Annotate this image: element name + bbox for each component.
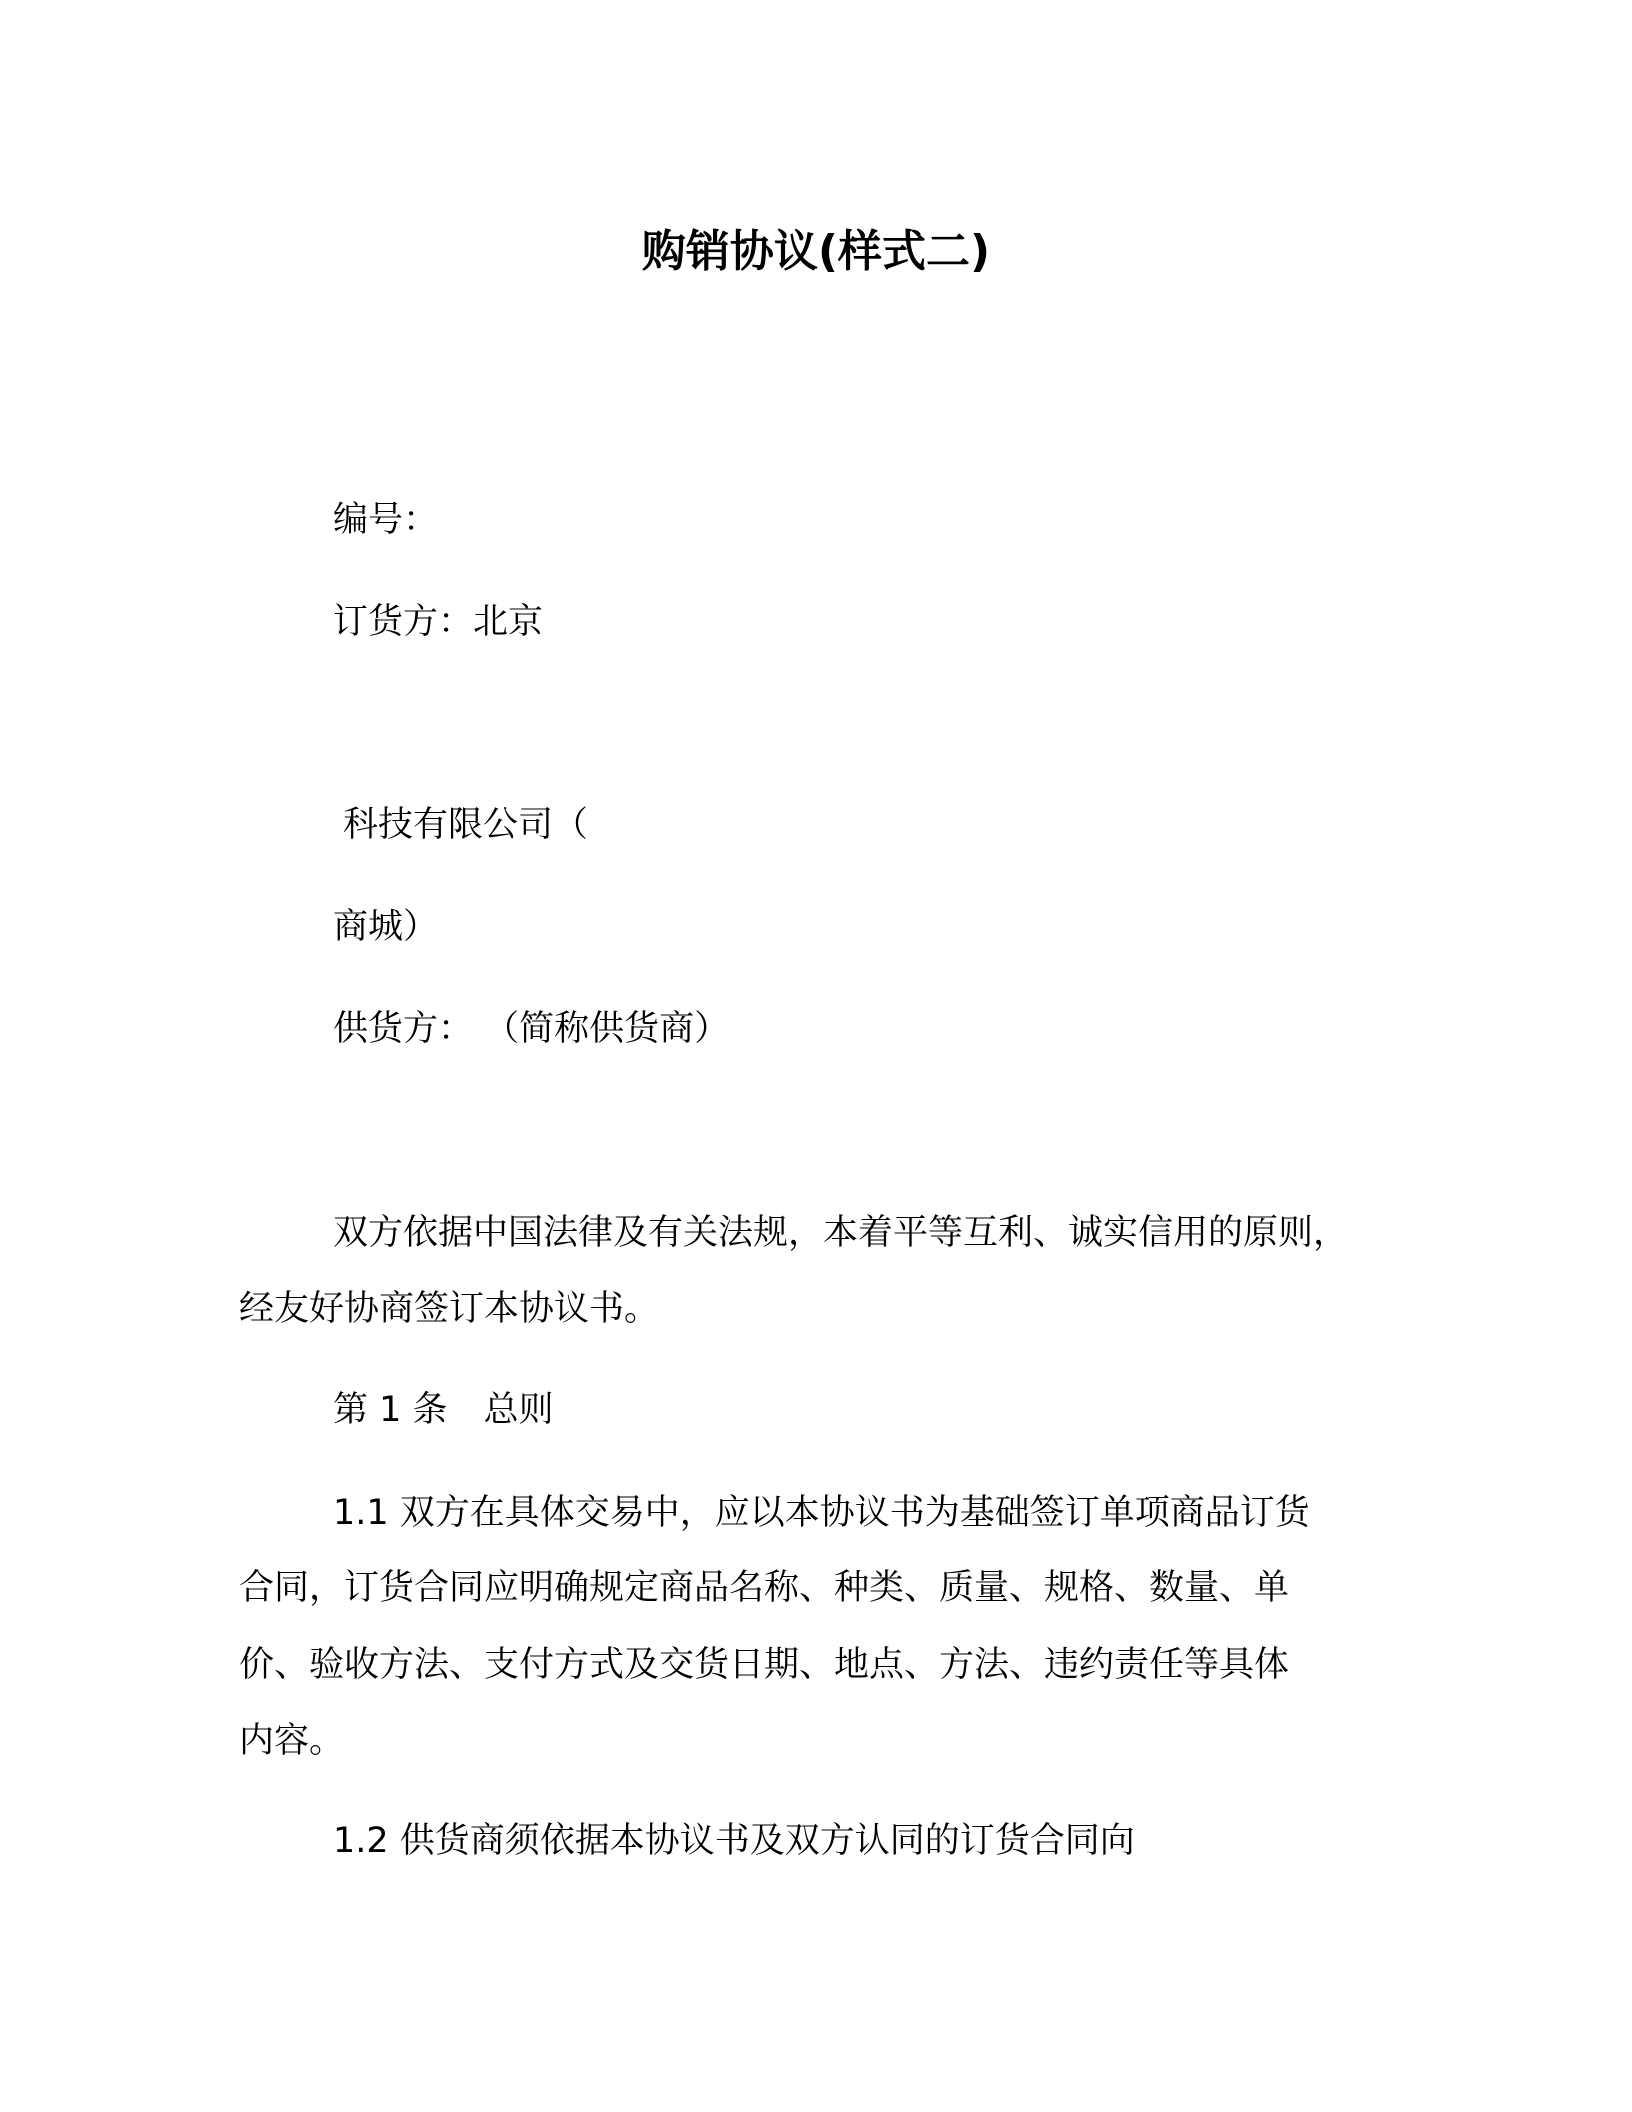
article-1-title: 总则 <box>483 1390 554 1430</box>
clause-1-1-line: 合同，订货合同应明确规定商品名称、种类、质量、规格、数量、单 <box>239 1568 1290 1608</box>
article-1-heading <box>333 1386 554 1434</box>
intro-paragraph-line: 双方依据中国法律及有关法规，本着平等互利、诚实信用的原则， <box>333 1213 1349 1253</box>
article-1-number: 第 1 条 <box>333 1390 448 1430</box>
buyer-mall-line: 商城） <box>333 907 439 947</box>
clause-1-1-line: 1.1 双方在具体交易中，应以本协议书为基础签订单项商品订货 <box>333 1493 1310 1533</box>
intro-paragraph-line: 经友好协商签订本协议书。 <box>239 1289 660 1329</box>
supplier-line: 供货方： （简称供货商） <box>333 1009 730 1049</box>
clause-1-2-line: 1.2 供货商须依据本协议书及双方认同的订货合同向 <box>333 1821 1135 1861</box>
contract-number-label: 编号： <box>333 500 439 540</box>
clause-1-1-line: 内容。 <box>239 1721 345 1761</box>
buyer-line: 订货方：北京 <box>333 602 544 642</box>
clause-1-1-line: 价、验收方法、支付方式及交货日期、地点、方法、违约责任等具体 <box>239 1645 1290 1685</box>
document-title: 购销协议(样式二) <box>641 226 991 277</box>
buyer-company-line: 科技有限公司（ <box>343 805 589 845</box>
